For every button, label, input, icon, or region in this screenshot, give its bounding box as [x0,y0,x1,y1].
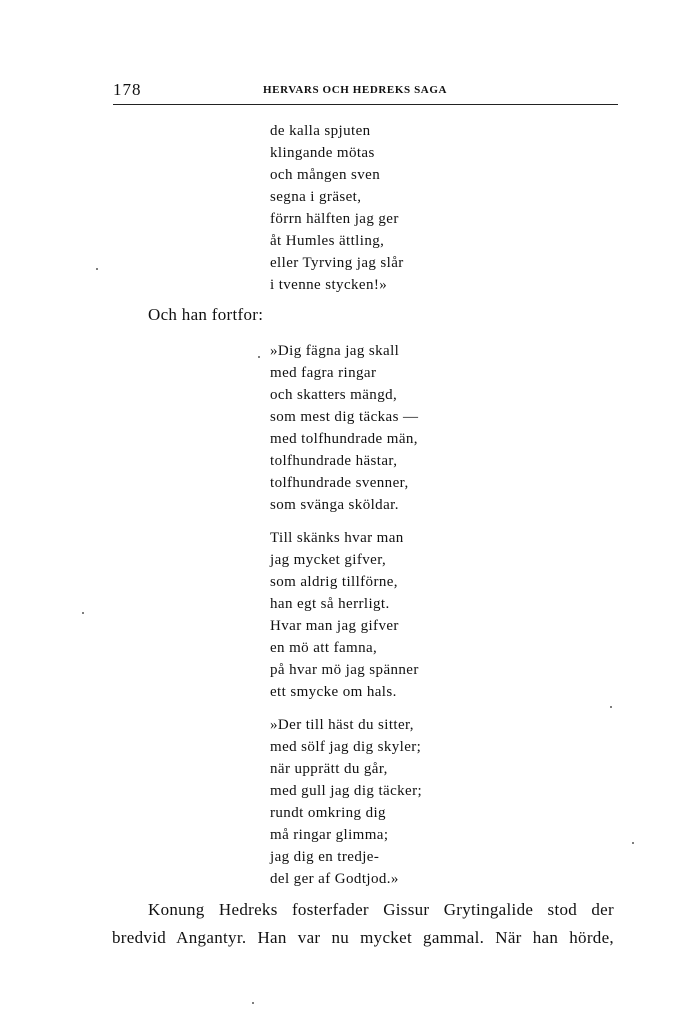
prose-paragraph-line-1: Konung Hedreks fosterfader Gissur Grytingalide stod der [148,900,614,919]
print-speck [632,842,634,844]
verse-line: »Dig fägna jag skall [270,343,400,359]
verse-line: som aldrig tillförne, [270,574,398,590]
verse-line: »Der till häst du sitter, [270,717,414,733]
verse-line: del ger af Godtjod.» [270,871,399,887]
verse-stanza-2 [270,340,418,516]
verse-line: en mö att famna, [270,640,378,656]
verse-line: förrn hälften jag ger [270,211,399,227]
print-speck [82,612,84,614]
prose-paragraph-line-2: bredvid Angantyr. Han var nu mycket gammal. När han hörde, [112,928,614,947]
verse-line: klingande mötas [270,145,375,161]
print-speck [610,706,612,708]
verse-line: som svänga sköldar. [270,497,399,513]
verse-line: när upprätt du går, [270,761,388,777]
verse-line: rundt omkring dig [270,805,386,821]
verse-line: tolfhundrade svenner, [270,475,409,491]
verse-line: jag mycket gifver, [270,552,387,568]
verse-line: segna i gräset, [270,189,362,205]
verse-line: med gull jag dig täcker; [270,783,423,799]
verse-line: med tolfhundrade män, [270,431,418,447]
verse-line: åt Humles ättling, [270,233,385,249]
verse-line: och mången sven [270,167,381,183]
verse-line: på hvar mö jag spänner [270,662,419,678]
verse-line: Till skänks hvar man [270,530,404,546]
verse-line: ett smycke om hals. [270,684,397,700]
prose-intro: Och han fortfor: [148,305,264,324]
verse-line: eller Tyrving jag slår [270,255,404,271]
page-number: 178 [113,80,142,99]
verse-line: de kalla spjuten [270,123,371,139]
verse-stanza-4 [270,714,422,890]
print-speck [258,356,260,358]
running-title: HERVARS OCH HEDREKS SAGA [263,84,448,96]
print-speck [96,268,98,270]
verse-stanza-3 [270,527,419,703]
verse-line: med fagra ringar [270,365,377,381]
verse-line: med sölf jag dig skyler; [270,739,422,755]
verse-line: i tvenne stycken!» [270,277,388,293]
print-speck [252,1002,254,1004]
verse-line: han egt så herrligt. [270,596,390,612]
verse-line: tolfhundrade hästar, [270,453,398,469]
verse-line: och skatters mängd, [270,387,398,403]
running-header [113,80,618,105]
verse-line: Hvar man jag gifver [270,618,399,634]
verse-line: som mest dig täckas — [270,409,419,425]
verse-stanza-1 [270,120,404,296]
verse-line: jag dig en tredje- [270,849,380,865]
verse-line: må ringar glimma; [270,827,389,843]
